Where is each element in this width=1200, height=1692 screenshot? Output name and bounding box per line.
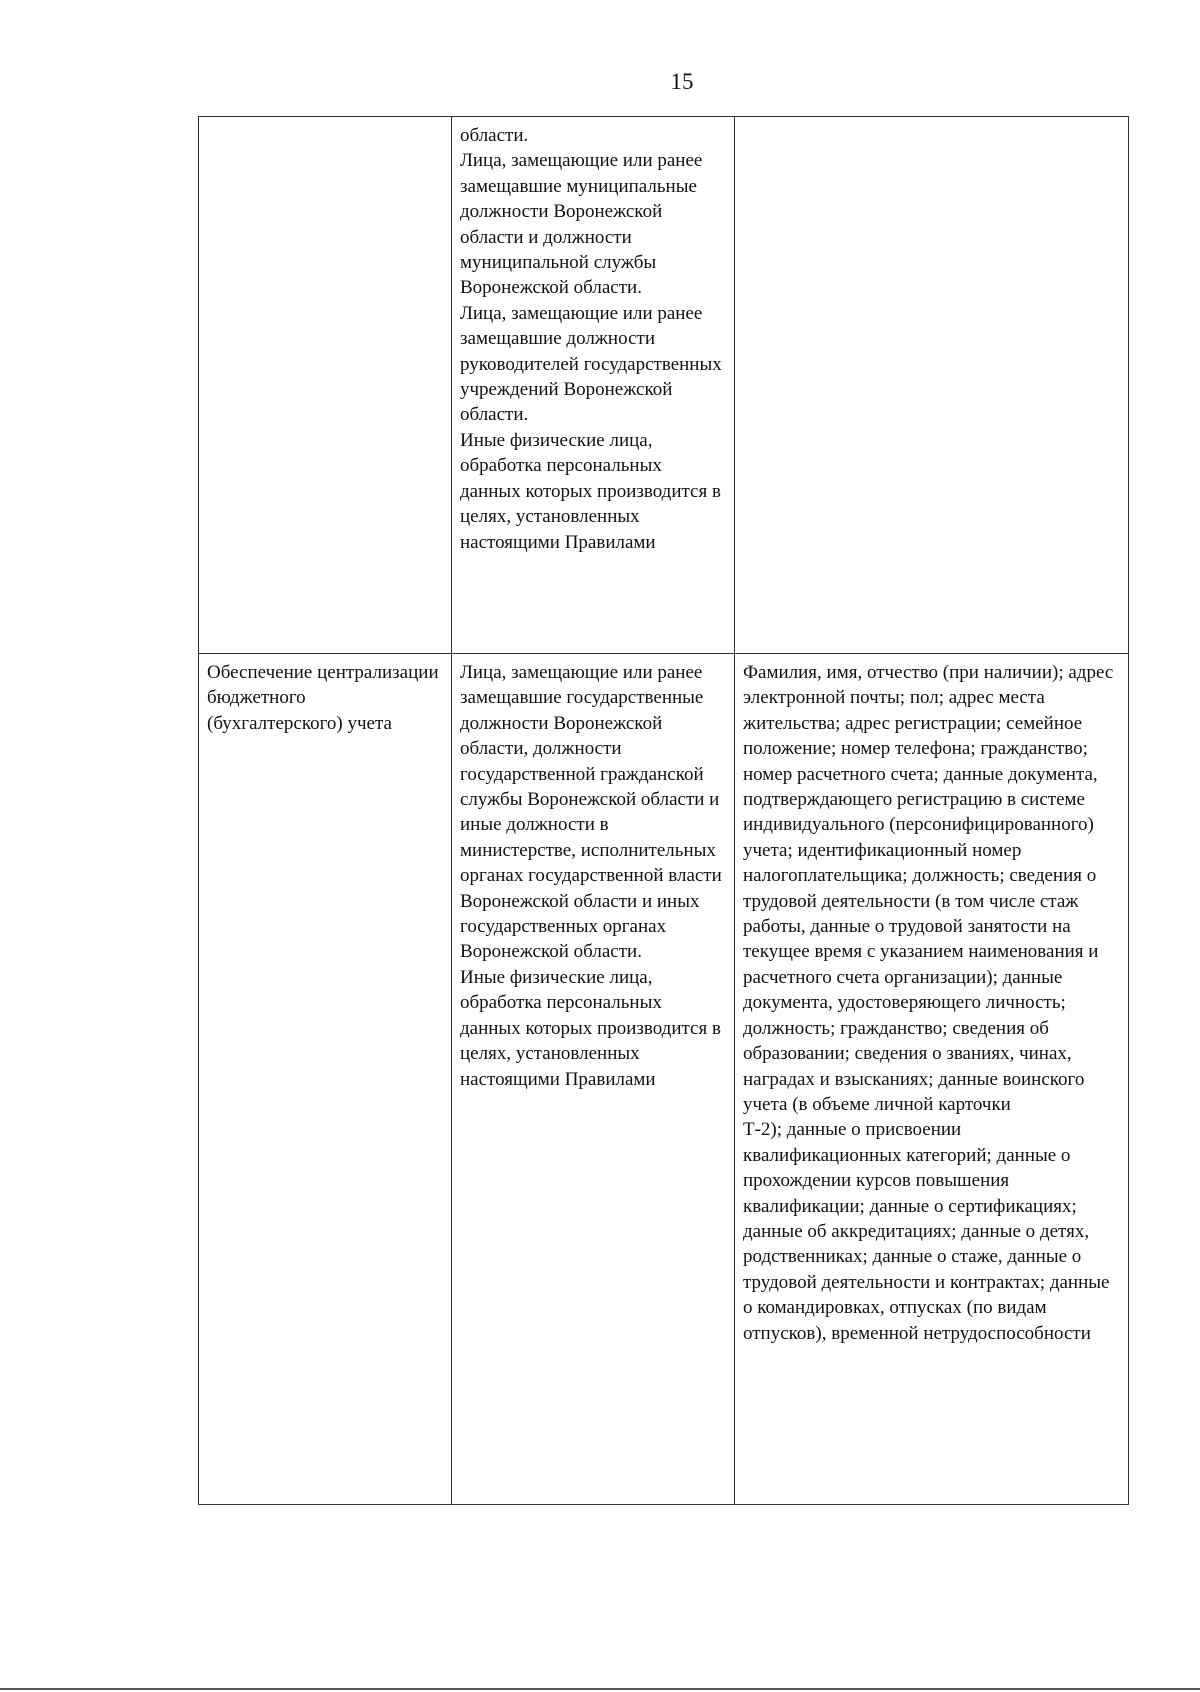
data-subjects-cell: области. Лица, замещающие или ранее замещавшие муниципальные должности Воронежской области и должности муниципальной службы Воронежской области. Лица, замещающие или ранее замещавшие должности руководителей государственных учреждений Воронежской области. Иные физические лица, обработка персональных данных которых производится в целях, установленных настоящими Правилами — [452, 117, 735, 654]
personal-data-table — [198, 116, 1129, 1505]
table-row — [199, 117, 1129, 654]
data-categories-cell — [735, 117, 1129, 654]
processing-purpose-cell — [199, 117, 452, 654]
processing-purpose-cell: Обеспечение централизации бюджетного (бухгалтерского) учета — [199, 654, 452, 1505]
data-categories-cell: Фамилия, имя, отчество (при наличии); адрес электронной почты; пол; адрес места жительства; адрес регистрации; семейное положение; номер телефона; гражданство; номер расчетного счета; данные документа, подтверждающего регистрацию в системе индивидуального (персонифицированного) учета; идентификационный номер налогоплательщика; должность; сведения о трудовой деятельности (в том числе стаж работы, данные о трудовой занятости на текущее время с указанием наименования и расчетного счета организации); данные документа, удостоверяющего личность; должность; гражданство; сведения об образовании; сведения о званиях, чинах, наградах и взысканиях; данные воинского учета (в объеме личной карточки Т-2); данные о присвоении квалификационных категорий; данные о прохождении курсов повышения квалификации; данные о сертификациях; данные об аккредитациях; данные о детях, родственниках; данные о стаже, данные о трудовой деятельности и контрактах; данные о командировках, отпусках (по видам отпусков), временной нетрудоспособности — [735, 654, 1129, 1505]
page-bottom-rule — [0, 1688, 1200, 1690]
page-number: 15 — [670, 69, 694, 94]
table-row — [199, 654, 1129, 1505]
data-subjects-cell: Лица, замещающие или ранее замещавшие государственные должности Воронежской области, должности государственной гражданской службы Воронежской области и иные должности в министерстве, исполнительных органах государственной власти Воронежской области и иных государственных органах Воронежской области. Иные физические лица, обработка персональных данных которых производится в целях, установленных настоящими Правилами — [452, 654, 735, 1505]
